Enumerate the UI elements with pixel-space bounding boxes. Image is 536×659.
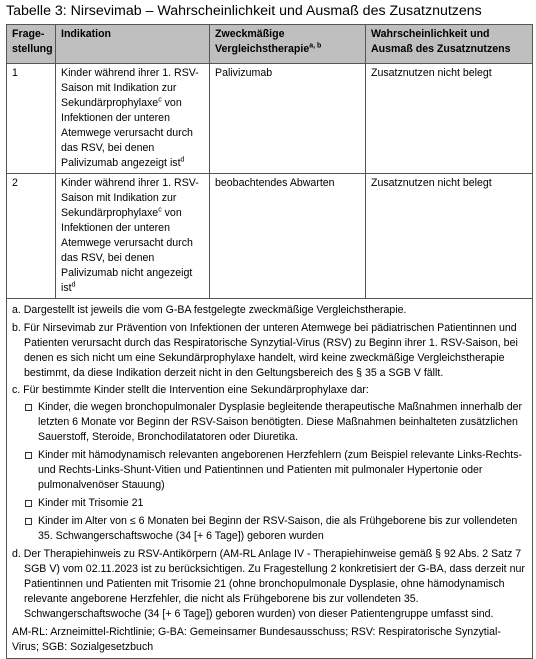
footnote-ref: d: [71, 281, 76, 289]
indikation-text: Kinder während ihrer 1. RSV-Saison mit Indikation zur Sekundärprophylaxe: [61, 67, 199, 109]
table-caption: Tabelle 3: Nirsevimab – Wahrscheinlichkeit und Ausmaß des Zusatznutzens: [6, 3, 482, 19]
checkbox-bullet-icon: [25, 518, 32, 525]
cell-zusatznutzen: Zusatznutzen nicht belegt: [366, 174, 533, 299]
footnote-a: a. Dargestellt ist jeweils die vom G-BA festgelegte zweckmäßige Vergleichstherapie.: [12, 304, 407, 316]
footnote-c: c. Für bestimmte Kinder stellt die Intervention eine Sekundärprophylaxe dar:: [12, 384, 369, 396]
cell-zvt: Palivizumab: [210, 64, 366, 174]
table-row: [7, 64, 533, 174]
table-header-row: [7, 25, 533, 64]
checkbox-bullet-icon: [25, 500, 32, 507]
list-item-text: Kinder, die wegen bronchopulmonaler Dysplasie begleitende therapeutische Maßnahmen innerhalb der letzten 6 Monate vor Beginn der RSV-Saison benötigten. Diese Maßnahmen beinhalteten zusätzlichen Sauerstoff, Steroide, Bronchodilatatoren oder Diuretika.: [38, 401, 523, 443]
footnotes-row: [7, 299, 533, 659]
list-item: [24, 496, 527, 511]
list-item-text: Kinder im Alter von ≤ 6 Monaten bei Beginn der RSV-Saison, die als Frühgeborene bis zur vollendeten 35. Schwangerschaftswoche (34 [+ 6 Tage]) geboren wurden: [38, 515, 518, 542]
cell-fragestellung: 1: [7, 64, 56, 174]
footnote-d: d. Der Therapiehinweis zu RSV-Antikörpern (AM-RL Anlage IV - Therapiehinweise gemäß § 92 Abs. 2 Satz 7 SGB V) vom 02.11.2023 ist zu berücksichtigen. Zu Fragestellung 2 konkretisiert der G-BA, dass derzeit nur Patientinnen und Patienten mit Trisomie 21 (ohne bronchopulmonale Dysplasie, ohne hämodynamisch relevante angeborene Herzfehler, die nicht als Frühgeborene bis zur vollendeten 35. Schwangerschaftswoche (34 [+ 6 Tage]) geboren wurden) von dieser Patientengruppe umfasst sind.: [12, 548, 525, 620]
header-fragestellung: Frage- stellung: [7, 25, 56, 64]
footnote-ref: d: [180, 156, 185, 164]
cell-zusatznutzen: Zusatznutzen nicht belegt: [366, 64, 533, 174]
cell-indikation: [56, 64, 210, 174]
header-zvt: Zweckmäßige Vergleichstherapie$^{a, b}$: [210, 25, 366, 64]
table-row: [7, 174, 533, 299]
indikation-text: Kinder während ihrer 1. RSV-Saison mit Indikation zur Sekundärprophylaxe: [61, 177, 199, 219]
footnote-ref: c: [158, 96, 162, 104]
list-item-text: Kinder mit Trisomie 21: [38, 497, 144, 509]
indikation-text-cont: von Infektionen der unteren Atemwege verursacht durch das RSV, bei denen Palivizumab nicht angezeigt ist: [61, 207, 193, 294]
checkbox-bullet-icon: [25, 452, 32, 459]
list-item: [24, 514, 527, 544]
list-item: [24, 448, 527, 493]
abbreviations: AM-RL: Arzneimittel-Richtlinie; G-BA: Gemeinsamer Bundesausschuss; RSV: Respiratorische Synzytial-Virus; SGB: Sozialgesetzbuch: [12, 626, 501, 653]
footnote-b: b. Für Nirsevimab zur Prävention von Infektionen der unteren Atemwege bei pädiatrischen Patientinnen und Patienten verursacht durch das Respiratorische Synzytial-Virus (RSV) zu Beginn ihrer 1. RSV-Saison, bei denen es sich nicht um eine Sekundärprophylaxe handelt, wird keine zweckmäßige Vergleichstherapie bestimmt, da diese Indikation derzeit nicht in den Geltungsbereich des § 35 a SGB V fällt.: [12, 322, 518, 379]
cell-zvt: beobachtendes Abwarten: [210, 174, 366, 299]
results-table: [6, 24, 533, 659]
header-indikation: Indikation: [56, 25, 210, 64]
list-item-text: Kinder mit hämodynamisch relevanten angeborenen Herzfehlern (zum Beispiel relevante Links-Rechts- und Rechts-Links-Shunt-Vitien und Patientinnen und Patienten mit pulmonaler Hypertonie oder pulmonalvenöser Stauung): [38, 449, 523, 491]
list-item: [24, 400, 527, 445]
cell-indikation: [56, 174, 210, 299]
footnote-ref: c: [158, 206, 162, 214]
header-zusatznutzen: Wahrscheinlichkeit und Ausmaß des Zusatznutzens: [366, 25, 533, 64]
footnotes-cell: [7, 299, 533, 659]
footnote-c-list: [12, 400, 527, 544]
indikation-text-cont: von Infektionen der unteren Atemwege verursacht durch das RSV, bei denen Palivizumab angezeigt ist: [61, 97, 193, 169]
checkbox-bullet-icon: [25, 404, 32, 411]
header-zvt-sup: a, b: [309, 42, 322, 50]
cell-fragestellung: 2: [7, 174, 56, 299]
